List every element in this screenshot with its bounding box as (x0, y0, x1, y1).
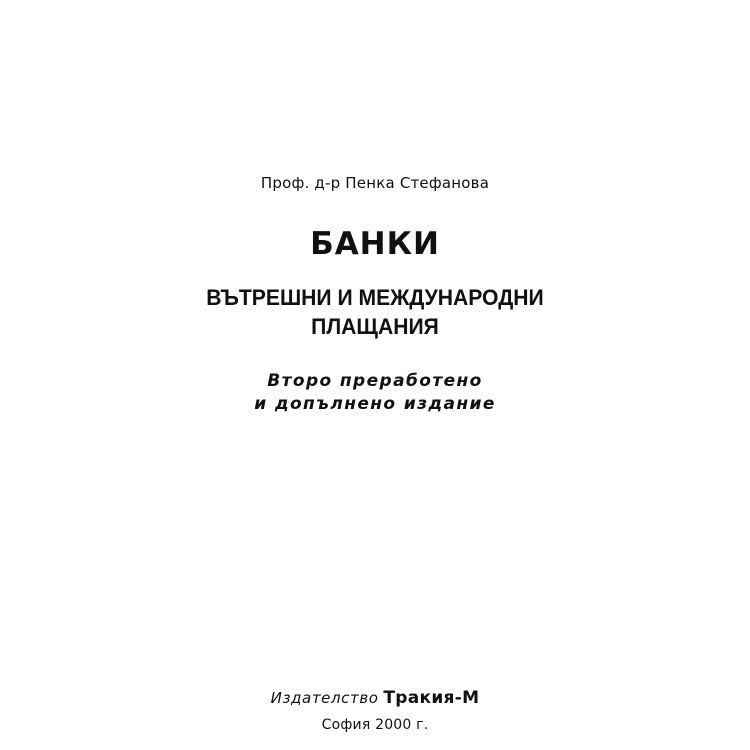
city-year: София 2000 г. (321, 717, 429, 733)
publisher-label: Издателство (270, 689, 379, 707)
author-name: Проф. д-р Пенка Стефанова (260, 174, 490, 192)
publisher (0, 688, 750, 708)
book-subtitle-line-2: ПЛАЩАНИЯ (311, 314, 439, 339)
edition-note-line-2: и допълнено издание (254, 394, 496, 414)
publisher-name: Тракия-М (383, 688, 480, 708)
edition-note-line-1: Второ преработено (267, 371, 483, 391)
book-title: БАНКИ (310, 226, 440, 262)
book-subtitle-line-1: ВЪТРЕШНИ И МЕЖДУНАРОДНИ (206, 285, 544, 310)
